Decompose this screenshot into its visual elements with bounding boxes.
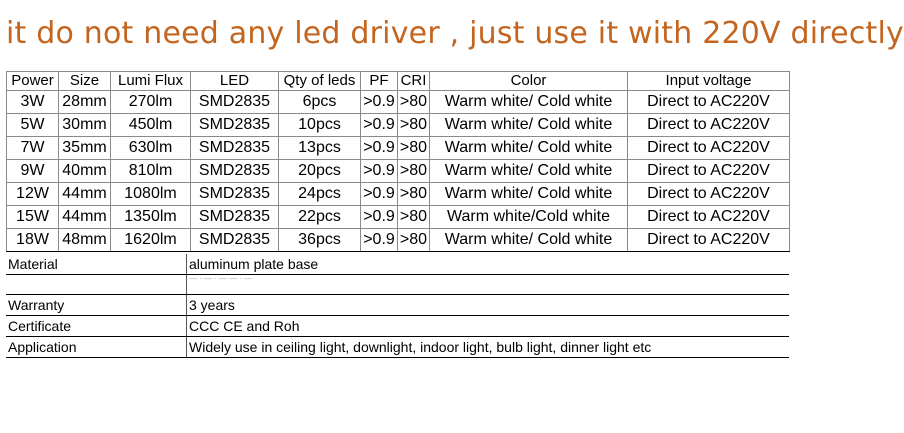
header-led: LED	[191, 72, 279, 91]
header-pf: PF	[361, 72, 398, 91]
cell-power: 7W	[7, 137, 59, 160]
header-power: Power	[7, 72, 59, 91]
cell-pf: >0.9	[361, 229, 398, 252]
cell-lumi-flux: 1620lm	[111, 229, 191, 252]
cell-qty-of-leds: 24pcs	[279, 183, 361, 206]
details-table	[6, 254, 789, 358]
header-size: Size	[59, 72, 111, 91]
cell-color: Warm white/ Cold white	[430, 160, 628, 183]
cell-input-voltage: Direct to AC220V	[628, 160, 790, 183]
cell-color: Warm white/ Cold white	[430, 137, 628, 160]
material-value: aluminum plate base	[187, 254, 790, 275]
cell-qty-of-leds: 6pcs	[279, 91, 361, 114]
table-row	[7, 183, 790, 206]
cell-cri: >80	[398, 229, 430, 252]
table-row	[7, 229, 790, 252]
hidden-value: — · — · — — · —	[187, 275, 790, 295]
cell-size: 30mm	[59, 114, 111, 137]
certificate-label: Certificate	[6, 316, 187, 337]
cell-input-voltage: Direct to AC220V	[628, 183, 790, 206]
header-color: Color	[430, 72, 628, 91]
cell-size: 28mm	[59, 91, 111, 114]
cell-input-voltage: Direct to AC220V	[628, 91, 790, 114]
cell-size: 44mm	[59, 206, 111, 229]
cell-cri: >80	[398, 91, 430, 114]
cell-qty-of-leds: 20pcs	[279, 160, 361, 183]
cell-color: Warm white/ Cold white	[430, 229, 628, 252]
cell-power: 3W	[7, 91, 59, 114]
cell-pf: >0.9	[361, 114, 398, 137]
warranty-value: 3 years	[187, 295, 790, 316]
cell-color: Warm white/Cold white	[430, 206, 628, 229]
cell-pf: >0.9	[361, 183, 398, 206]
table-row	[7, 91, 790, 114]
header-lumi-flux: Lumi Flux	[111, 72, 191, 91]
cell-power: 15W	[7, 206, 59, 229]
cell-led: SMD2835	[191, 91, 279, 114]
hidden-label	[6, 275, 187, 295]
cell-qty-of-leds: 10pcs	[279, 114, 361, 137]
cell-led: SMD2835	[191, 137, 279, 160]
cell-lumi-flux: 1080lm	[111, 183, 191, 206]
cell-cri: >80	[398, 206, 430, 229]
cell-lumi-flux: 270lm	[111, 91, 191, 114]
cell-led: SMD2835	[191, 160, 279, 183]
cell-input-voltage: Direct to AC220V	[628, 206, 790, 229]
cell-lumi-flux: 450lm	[111, 114, 191, 137]
cell-input-voltage: Direct to AC220V	[628, 137, 790, 160]
material-label: Material	[6, 254, 187, 275]
cell-pf: >0.9	[361, 91, 398, 114]
cell-power: 12W	[7, 183, 59, 206]
cell-power: 9W	[7, 160, 59, 183]
cell-power: 18W	[7, 229, 59, 252]
header-qty-of-leds: Qty of leds	[279, 72, 361, 91]
headline: it do not need any led driver , just use it with 220V directly	[6, 16, 904, 51]
certificate-row	[6, 316, 789, 337]
cell-led: SMD2835	[191, 183, 279, 206]
spec-table	[6, 71, 790, 252]
cell-size: 48mm	[59, 229, 111, 252]
cell-power: 5W	[7, 114, 59, 137]
cell-lumi-flux: 1350lm	[111, 206, 191, 229]
cell-pf: >0.9	[361, 160, 398, 183]
table-row	[7, 114, 790, 137]
application-label: Application	[6, 337, 187, 358]
application-value: Widely use in ceiling light, downlight, indoor light, bulb light, dinner light etc	[187, 337, 790, 358]
cell-lumi-flux: 630lm	[111, 137, 191, 160]
application-row	[6, 337, 789, 358]
cell-led: SMD2835	[191, 114, 279, 137]
cell-qty-of-leds: 22pcs	[279, 206, 361, 229]
table-row	[7, 137, 790, 160]
warranty-row	[6, 295, 789, 316]
table-row	[7, 160, 790, 183]
cell-qty-of-leds: 13pcs	[279, 137, 361, 160]
cell-size: 35mm	[59, 137, 111, 160]
header-cri: CRI	[398, 72, 430, 91]
table-header-row	[7, 72, 790, 91]
warranty-label: Warranty	[6, 295, 187, 316]
header-input-voltage: Input voltage	[628, 72, 790, 91]
cell-pf: >0.9	[361, 137, 398, 160]
cell-cri: >80	[398, 137, 430, 160]
cell-led: SMD2835	[191, 206, 279, 229]
cell-color: Warm white/ Cold white	[430, 114, 628, 137]
table-row	[7, 206, 790, 229]
hidden-row	[6, 275, 789, 295]
cell-cri: >80	[398, 183, 430, 206]
cell-cri: >80	[398, 114, 430, 137]
cell-input-voltage: Direct to AC220V	[628, 114, 790, 137]
cell-color: Warm white/ Cold white	[430, 91, 628, 114]
cell-qty-of-leds: 36pcs	[279, 229, 361, 252]
cell-input-voltage: Direct to AC220V	[628, 229, 790, 252]
cell-size: 40mm	[59, 160, 111, 183]
cell-color: Warm white/ Cold white	[430, 183, 628, 206]
material-row	[6, 254, 789, 275]
cell-pf: >0.9	[361, 206, 398, 229]
cell-cri: >80	[398, 160, 430, 183]
cell-led: SMD2835	[191, 229, 279, 252]
cell-lumi-flux: 810lm	[111, 160, 191, 183]
certificate-value: CCC CE and Roh	[187, 316, 790, 337]
cell-size: 44mm	[59, 183, 111, 206]
